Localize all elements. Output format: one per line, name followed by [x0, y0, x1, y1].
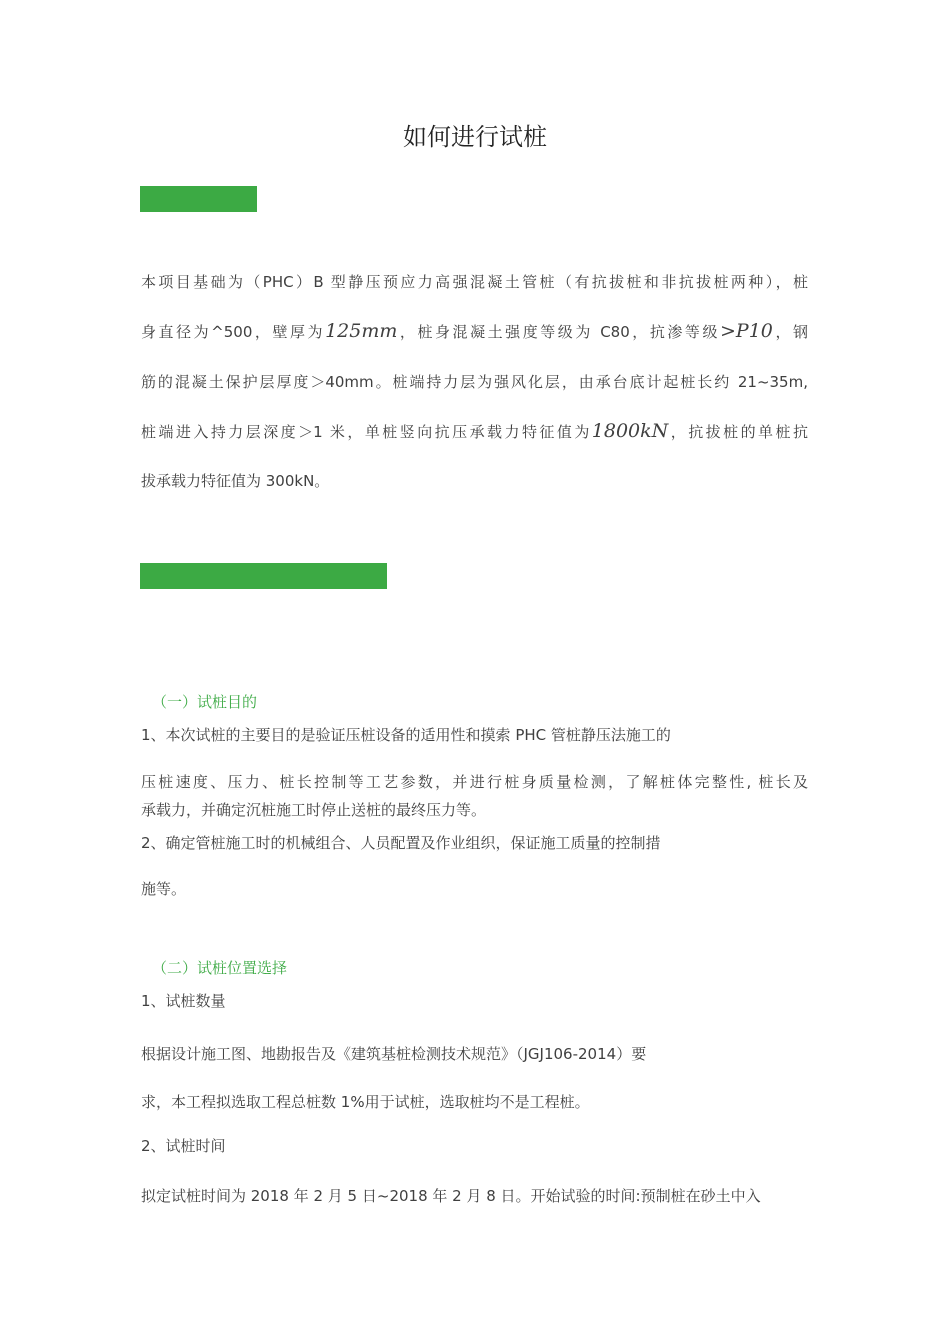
project-line-1: 本项目基础为（PHC）B 型静压预应力高强混凝土管桩（有抗拔桩和非抗拔桩两种），桩	[141, 273, 808, 291]
section1-line-3: 承载力，并确定沉桩施工时停止送桩的最终压力等。	[141, 801, 487, 819]
project-line-5: 拔承载力特征值为 300kN。	[141, 472, 330, 490]
project-line-4-text-b: ，抗拔桩的单桩抗	[668, 423, 808, 441]
section2-sub-1: 1、试桩数量	[141, 992, 226, 1010]
page-title: 如何进行试桩	[403, 123, 547, 151]
project-line-4	[141, 421, 808, 442]
section2-line-3: 拟定试桩时间为 2018 年 2 月 5 日~2018 年 2 月 8 日。开始试验的时间:预制桩在砂土中入	[141, 1187, 761, 1205]
impermeability-formula: >P10	[720, 320, 773, 342]
project-line-2-text-b: ，桩身混凝土强度等级为 C80，抗渗等级	[397, 323, 721, 341]
section-bar-process	[140, 563, 387, 589]
project-line-2-text-a: 身直径为^500，壁厚为	[141, 323, 326, 341]
section1-heading: （一）试桩目的	[152, 693, 258, 711]
section1-line-2: 压桩速度、压力、桩长控制等工艺参数，并进行桩身质量检测，了解桩体完整性, 桩长及	[141, 773, 808, 791]
section2-line-2: 求，本工程拟选取工程总桩数 1%用于试桩，选取桩均不是工程桩。	[141, 1093, 590, 1111]
section-bar-project	[140, 186, 257, 212]
project-line-4-text-a: 桩端进入持力层深度＞1 米，单桩竖向抗压承载力特征值为	[141, 423, 592, 441]
project-line-3: 筋的混凝土保护层厚度＞40mm。桩端持力层为强风化层，由承台底计起桩长约 21~35m,	[141, 373, 808, 391]
section2-line-1: 根据设计施工图、地勘报告及《建筑基桩检测技术规范》（JGJ106-2014）要	[141, 1045, 647, 1063]
project-line-2-text-c: ，钢	[772, 323, 808, 341]
section2-heading: （二）试桩位置选择	[152, 959, 288, 977]
project-line-2	[141, 321, 808, 342]
section1-line-1: 1、本次试桩的主要目的是验证压桩设备的适用性和摸索 PHC 管桩静压法施工的	[141, 726, 671, 744]
wall-thickness-formula: 125mm	[325, 320, 398, 342]
section1-line-4: 2、确定管桩施工时的机械组合、人员配置及作业组织，保证施工质量的控制措	[141, 834, 661, 852]
section1-line-5: 施等。	[141, 880, 187, 898]
bearing-capacity-formula: 1800kN	[591, 420, 669, 442]
section2-sub-2: 2、试桩时间	[141, 1137, 226, 1155]
